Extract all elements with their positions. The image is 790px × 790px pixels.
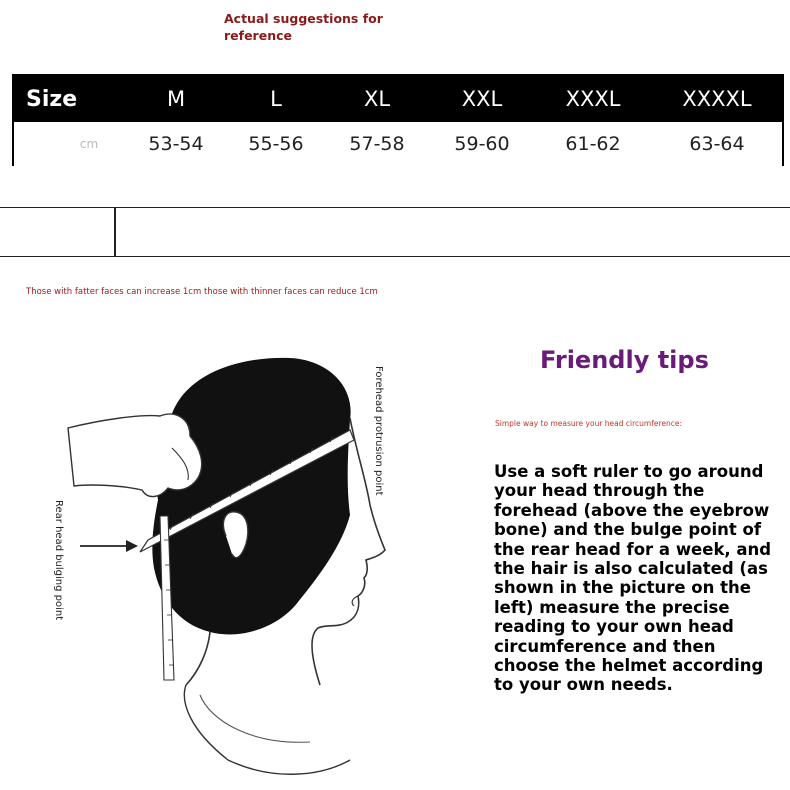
collar (184, 685, 350, 774)
head-measurement-illustration (50, 340, 395, 785)
hand (68, 414, 202, 497)
value-xxxl: 61-62 (565, 133, 621, 155)
tips-title: Friendly tips (540, 346, 709, 374)
reference-note: Actual suggestions for reference (224, 11, 383, 43)
empty-table-top-border (0, 207, 790, 208)
size-chart-table (12, 74, 784, 166)
collar-inner (200, 695, 310, 742)
value-m: 53-54 (148, 133, 204, 155)
size-header-label: Size (26, 86, 78, 112)
rear-head-label: Rear head bulging point (53, 500, 64, 621)
face-adjust-note: Those with fatter faces can increase 1cm those with thinner faces can reduce 1cm (26, 287, 378, 297)
rear-arrow-head (126, 540, 138, 552)
lips (352, 596, 358, 606)
empty-table-bottom-border (0, 256, 790, 257)
size-chart-values-row (14, 122, 782, 166)
size-header-xxl: XXL (461, 87, 503, 111)
value-l: 55-56 (248, 133, 304, 155)
forehead-label: Forehead protrusion point (373, 366, 384, 496)
tips-subtitle: Simple way to measure your head circumference: (495, 419, 683, 428)
values-row-label: cm (79, 137, 99, 151)
value-xl: 57-58 (349, 133, 405, 155)
hair-silhouette (152, 358, 350, 635)
size-header-xxxl: XXXL (565, 87, 621, 111)
value-xxxxl: 63-64 (689, 133, 745, 155)
size-chart-header-row (14, 76, 782, 122)
value-xxl: 59-60 (454, 133, 510, 155)
size-header-m: M (166, 87, 186, 111)
neck-back (186, 632, 210, 685)
tips-body: Use a soft ruler to go around your head through the forehead (above the eyebrow bone) and the bulge point of the rear head for a week, and the hair is also calculated (as shown in the picture on the left) measure the precise reading to your own head circumference and then choose the helmet according to your own needs. (494, 462, 772, 695)
size-header-xl: XL (363, 87, 391, 111)
size-header-l: L (270, 87, 282, 111)
size-header-xxxxl: XXXXL (682, 87, 752, 111)
empty-table-divider (114, 207, 116, 257)
